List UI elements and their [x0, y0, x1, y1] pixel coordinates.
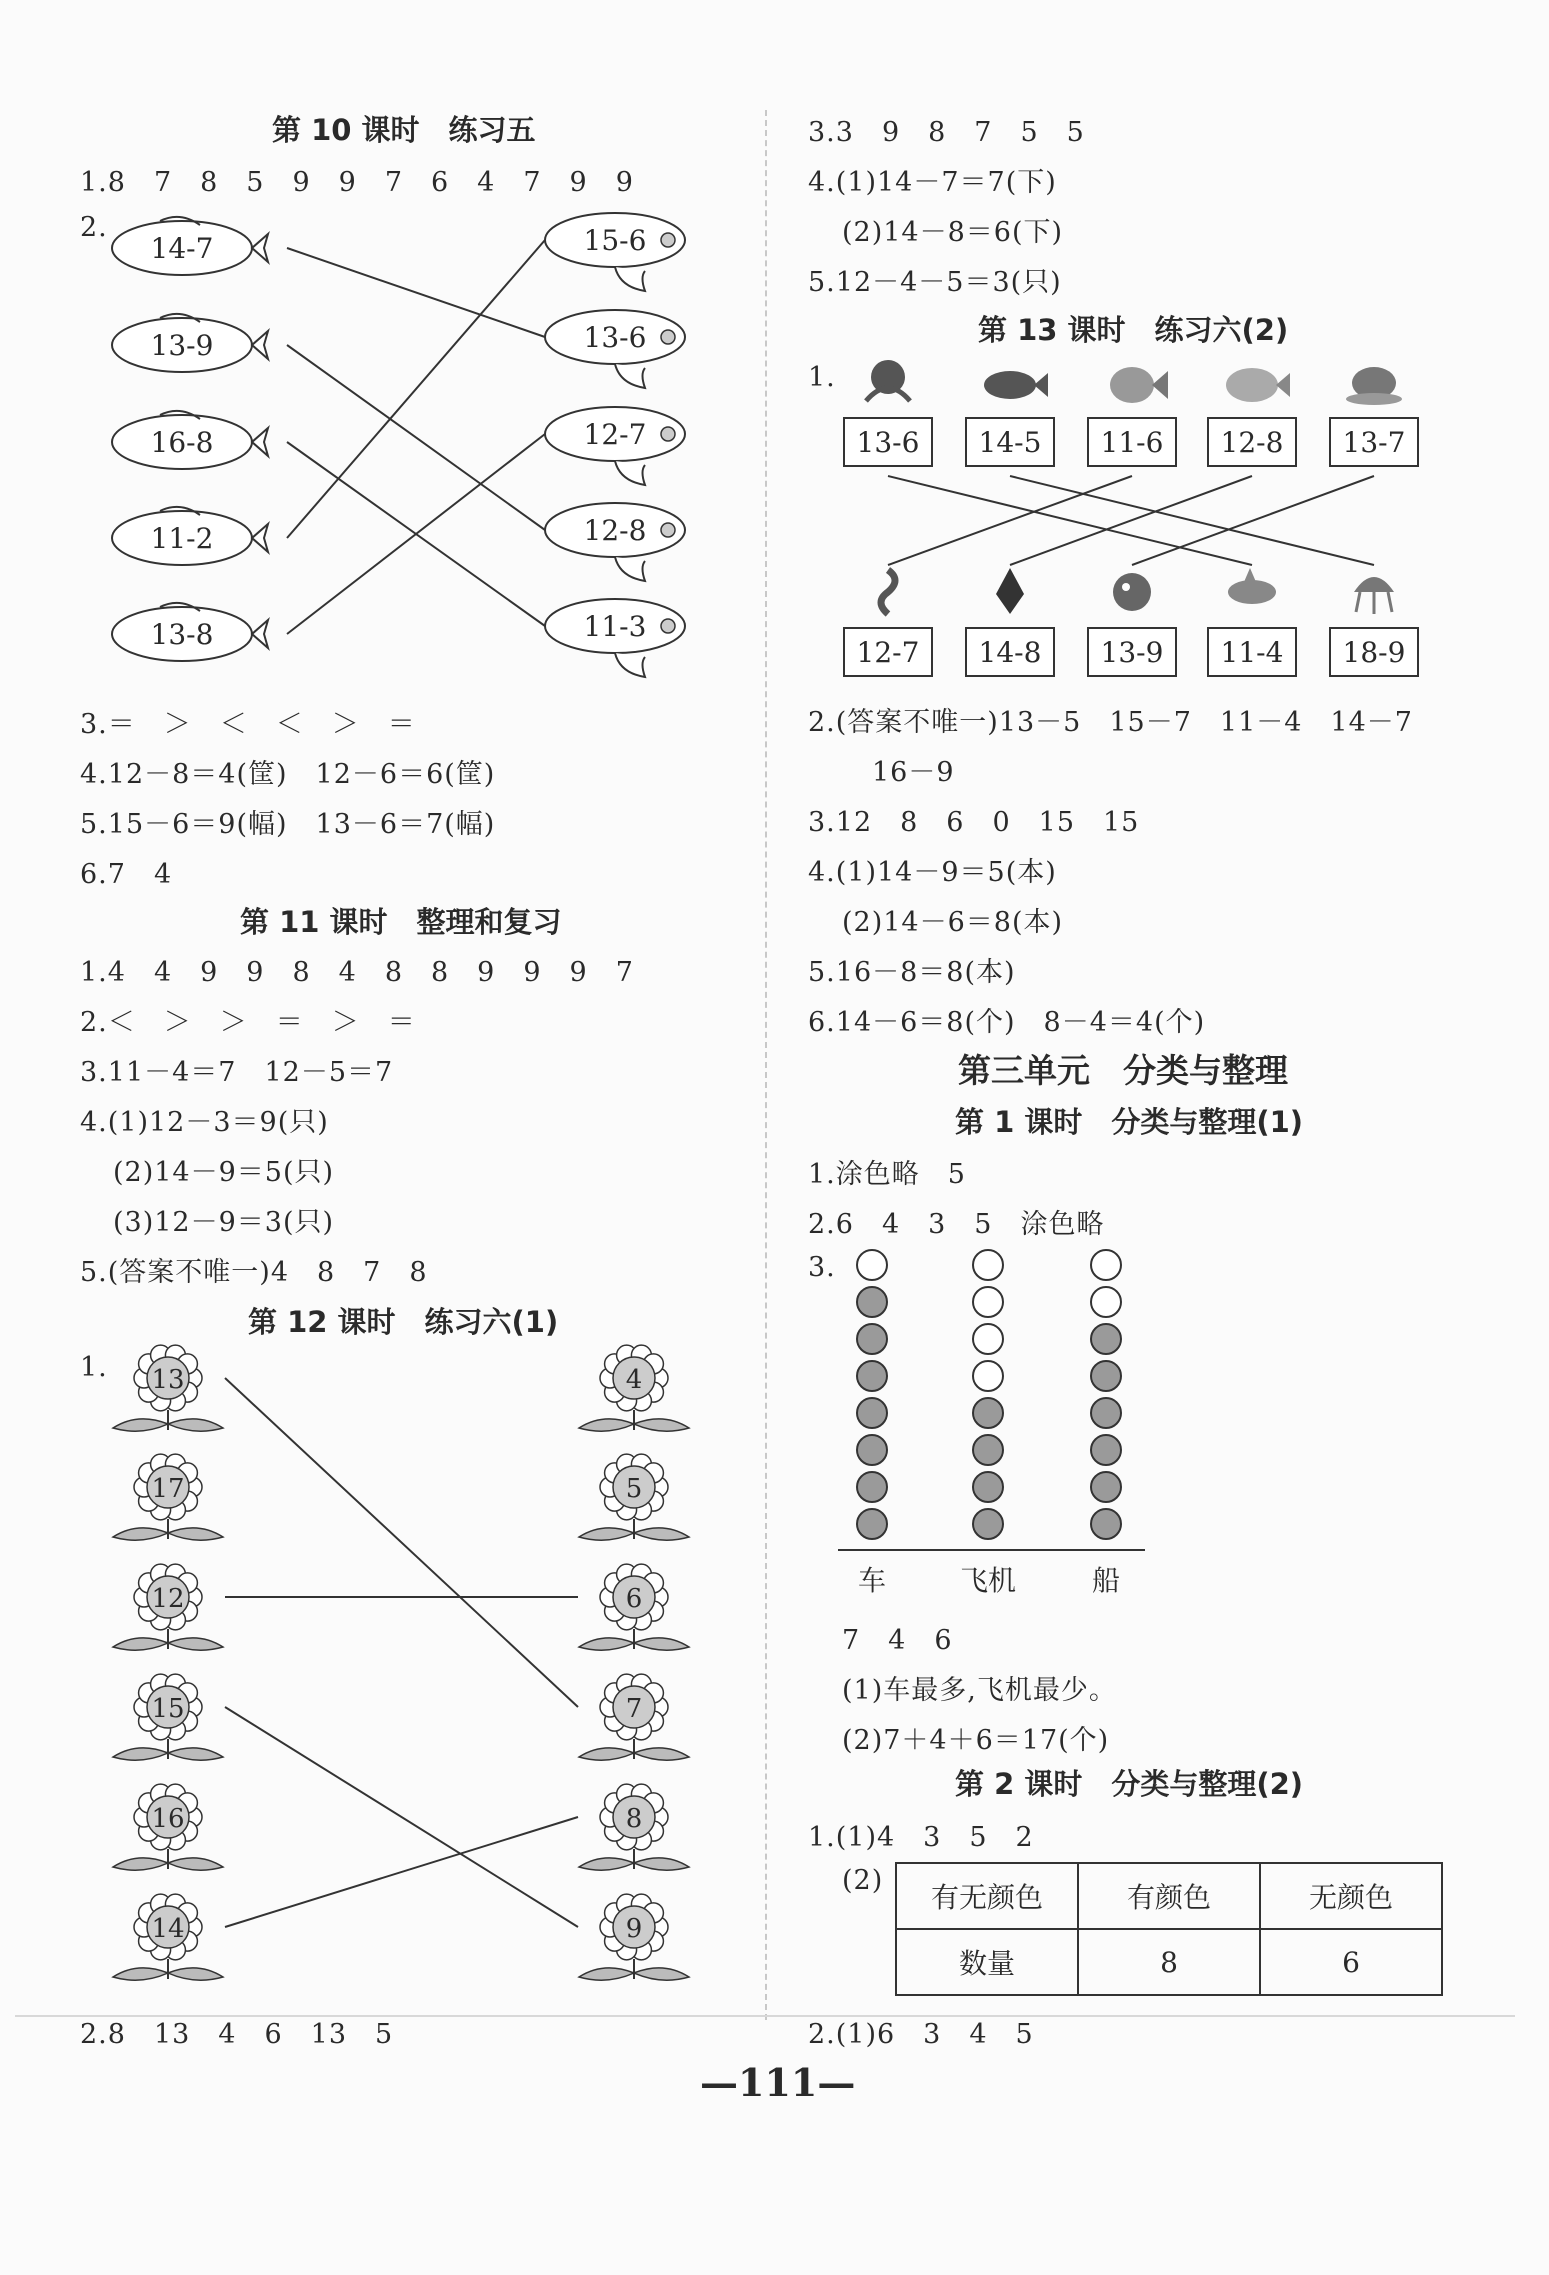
flower-right-label: 4	[625, 1365, 643, 1395]
s11-answer-2: 2.＜ ＞ ＞ ＝ ＞ ＝	[80, 1007, 416, 1038]
fish-right-label: 12-7	[583, 418, 647, 451]
top-answer-box-label: 13-7	[1342, 426, 1406, 459]
sea-animal-icon	[984, 371, 1036, 399]
fish-left-tail	[252, 620, 268, 648]
flower-right-leaf	[634, 1419, 689, 1431]
top-answer-box-label: 13-6	[856, 426, 920, 459]
flower-match-line	[225, 1707, 578, 1927]
s10-answer-5: 5.15－6＝9(幅) 13－6＝7(幅)	[80, 809, 496, 840]
chart-circle	[973, 1435, 1003, 1465]
flower-match-line	[225, 1378, 578, 1707]
chart-circle	[1091, 1398, 1121, 1428]
section-13-title: 第 13 课时 练习六(2)	[978, 313, 1289, 347]
flower-left-leaf	[113, 1858, 168, 1870]
s13-answer-4a: 4.(1)14－9＝5(本)	[808, 857, 1057, 888]
sea-animal-icon	[1122, 583, 1130, 591]
chart-circle	[857, 1324, 887, 1354]
fish-right-label: 11-3	[583, 610, 647, 643]
s10-answer-3: 3.＝ ＞ ＜ ＜ ＞ ＝	[80, 709, 416, 740]
r-answer-5: 5.12－4－5＝3(只)	[808, 267, 1062, 298]
flower-right-leaf	[579, 1968, 634, 1980]
flower-left-label: 14	[151, 1914, 185, 1944]
top-answer-box-label: 14-5	[978, 426, 1042, 459]
fish-match-line	[287, 434, 545, 634]
s10-answer-2-label: 2.	[80, 212, 108, 243]
table-header-cell: 有无颜色	[896, 1863, 1078, 1929]
u1-answer-3-label: 3.	[808, 1252, 836, 1283]
u1-answer-3a: (1)车最多,飞机最少。	[842, 1675, 1117, 1706]
chart-circle	[973, 1287, 1003, 1317]
unit-3-lesson-1-title: 第 1 课时 分类与整理(1)	[955, 1105, 1304, 1139]
chart-circle	[1091, 1435, 1121, 1465]
fish-right-eye	[661, 427, 675, 441]
sea-animal-icon	[1356, 592, 1392, 614]
fish-right-eye	[661, 523, 675, 537]
chart-circle	[857, 1435, 887, 1465]
sea-animal-icon	[1110, 367, 1154, 403]
fish-left-label: 11-2	[150, 522, 214, 555]
chart-circle	[1091, 1287, 1121, 1317]
flower-left-leaf	[113, 1528, 168, 1540]
fish-right-tail	[615, 267, 645, 291]
s10-answer-6: 6.7 4	[80, 859, 173, 890]
top-answer-box-label: 11-6	[1100, 426, 1164, 459]
flower-left-label: 13	[151, 1365, 185, 1395]
flower-left-leaf	[113, 1638, 168, 1650]
flower-right-leaf	[579, 1419, 634, 1431]
s12-answer-1-label: 1.	[80, 1352, 108, 1383]
chart-circle	[857, 1361, 887, 1391]
u2-answer-1: 1.(1)4 3 5 2	[808, 1822, 1034, 1853]
fish-right-tail	[615, 461, 645, 485]
sea-animal-icon	[1152, 371, 1168, 399]
fish-match-line	[287, 240, 545, 538]
flower-right-leaf	[579, 1528, 634, 1540]
table-cell: 数量	[896, 1929, 1078, 1995]
chart-category-label: 船	[1091, 1564, 1121, 1597]
bottom-answer-box-label: 14-8	[978, 636, 1042, 669]
fish-left-tail	[252, 331, 268, 359]
flower-right-leaf	[634, 1638, 689, 1650]
chart-counts: 7 4 6	[842, 1625, 953, 1656]
chart-circle	[857, 1250, 887, 1280]
flower-left-leaf	[113, 1748, 168, 1760]
fish-match-line	[287, 248, 545, 337]
box-match-line	[1010, 476, 1252, 565]
s11-answer-3: 3.11－4＝7 12－5＝7	[80, 1057, 394, 1088]
s11-answer-4c: (3)12－9＝3(只)	[113, 1207, 335, 1238]
flower-right-leaf	[634, 1748, 689, 1760]
chart-circle	[857, 1472, 887, 1502]
flower-right-leaf	[579, 1858, 634, 1870]
flower-left-leaf	[168, 1748, 223, 1760]
sea-animal-icon	[996, 568, 1024, 614]
fish-left-label: 13-8	[150, 618, 214, 651]
sea-animal-icon	[1244, 568, 1256, 582]
flower-left-leaf	[113, 1968, 168, 1980]
s13-answer-2a: 2.(答案不唯一)13－5 15－7 11－4 14－7	[808, 707, 1413, 738]
chart-circle	[1091, 1509, 1121, 1539]
flower-left-leaf	[168, 1858, 223, 1870]
r-answer-4b: (2)14－8＝6(下)	[842, 217, 1064, 248]
table-cell: 8	[1078, 1929, 1260, 1995]
fish-right-eye	[661, 233, 675, 247]
flower-right-label: 9	[625, 1914, 643, 1944]
flower-left-leaf	[168, 1638, 223, 1650]
chart-circle	[857, 1287, 887, 1317]
bottom-answer-box-label: 11-4	[1220, 636, 1284, 669]
page-number: —111—	[700, 2060, 856, 2105]
flower-right-leaf	[579, 1638, 634, 1650]
table-header-cell: 无颜色	[1260, 1863, 1442, 1929]
flower-left-leaf	[113, 1419, 168, 1431]
chart-category-label: 车	[857, 1564, 887, 1597]
s13-answer-5: 5.16－8＝8(本)	[808, 957, 1016, 988]
chart-circle	[1091, 1250, 1121, 1280]
box-match-line	[1010, 476, 1374, 565]
chart-circle	[1091, 1324, 1121, 1354]
r-answer-3: 3.3 9 8 7 5 5	[808, 117, 1085, 148]
sea-animal-icon	[1226, 368, 1278, 402]
fish-right-tail	[615, 557, 645, 581]
u1-answer-3b: (2)7＋4＋6＝17(个)	[842, 1725, 1110, 1756]
sea-animal-icon	[881, 570, 895, 614]
s11-answer-1: 1.4 4 9 9 8 4 8 8 9 9 9 7	[80, 957, 634, 988]
u1-answer-2: 2.6 4 3 5 涂色略	[808, 1209, 1105, 1240]
fish-right-tail	[615, 364, 645, 388]
s13-answer-1-label: 1.	[808, 362, 836, 393]
flower-right-label: 6	[625, 1584, 643, 1614]
table-header-cell: 有颜色	[1078, 1863, 1260, 1929]
fish-left-tail	[252, 428, 268, 456]
top-answer-box-label: 12-8	[1220, 426, 1284, 459]
chart-circle	[857, 1398, 887, 1428]
s13-answer-3: 3.12 8 6 0 15 15	[808, 807, 1140, 838]
bottom-answer-box-label: 18-9	[1342, 636, 1406, 669]
chart-circle	[973, 1509, 1003, 1539]
sea-animal-icon	[1346, 393, 1402, 405]
flower-left-label: 17	[151, 1474, 185, 1504]
color-count-table	[895, 1862, 1443, 1996]
table-cell: 6	[1260, 1929, 1442, 1995]
u2-answer-2: 2.(1)6 3 4 5	[808, 2019, 1034, 2050]
chart-category-label: 飞机	[959, 1564, 1017, 1597]
sea-animal-icon	[1228, 580, 1276, 604]
section-10-title: 第 10 课时 练习五	[272, 113, 536, 147]
chart-circle	[973, 1472, 1003, 1502]
s13-answer-6: 6.14－6＝8(个) 8－4＝4(个)	[808, 1007, 1206, 1038]
box-match-line	[888, 476, 1132, 565]
flower-right-leaf	[634, 1858, 689, 1870]
section-11-title: 第 11 课时 整理和复习	[240, 905, 562, 939]
chart-circle	[973, 1398, 1003, 1428]
fish-left-label: 13-9	[150, 329, 214, 362]
sea-animal-icon	[1113, 573, 1151, 611]
s10-answer-4: 4.12－8＝4(筐) 12－6＝6(筐)	[80, 759, 496, 790]
bottom-answer-box-label: 12-7	[856, 636, 920, 669]
s11-answer-5: 5.(答案不唯一)4 8 7 8	[80, 1257, 428, 1288]
fish-left-tail	[252, 524, 268, 552]
fish-left-label: 14-7	[150, 232, 214, 265]
flower-left-label: 12	[151, 1584, 185, 1614]
chart-circle	[857, 1509, 887, 1539]
flower-match-line	[225, 1817, 578, 1927]
chart-circle	[1091, 1472, 1121, 1502]
u1-answer-1: 1.涂色略 5	[808, 1159, 966, 1190]
fish-right-eye	[661, 619, 675, 633]
s12-answer-2: 2.8 13 4 6 13 5	[80, 2019, 394, 2050]
r-answer-4a: 4.(1)14－7＝7(下)	[808, 167, 1057, 198]
s13-answer-2b: 16－9	[872, 757, 955, 788]
s11-answer-4b: (2)14－9＝5(只)	[113, 1157, 335, 1188]
flower-right-label: 5	[625, 1474, 643, 1504]
u2-answer-1b-label: (2)	[842, 1865, 884, 1896]
flower-left-label: 15	[151, 1694, 185, 1724]
fish-right-label: 12-8	[583, 514, 647, 547]
s10-answer-1: 1.8 7 8 5 9 9 7 6 4 7 9 9	[80, 167, 634, 198]
section-12-title: 第 12 课时 练习六(1)	[248, 1305, 559, 1339]
fish-right-tail	[615, 653, 645, 677]
s11-answer-4a: 4.(1)12－3＝9(只)	[80, 1107, 329, 1138]
flower-left-leaf	[168, 1968, 223, 1980]
fish-right-eye	[661, 330, 675, 344]
flower-left-leaf	[168, 1419, 223, 1431]
flower-left-label: 16	[151, 1804, 185, 1834]
sea-animal-icon	[1354, 577, 1394, 592]
s13-answer-4b: (2)14－6＝8(本)	[842, 907, 1064, 938]
fish-right-label: 15-6	[583, 224, 647, 257]
flower-right-leaf	[634, 1968, 689, 1980]
flower-right-leaf	[634, 1528, 689, 1540]
fish-match-line	[287, 345, 545, 530]
unit-3-lesson-2-title: 第 2 课时 分类与整理(2)	[955, 1767, 1304, 1801]
chart-circle	[973, 1250, 1003, 1280]
unit-3-title: 第三单元 分类与整理	[958, 1051, 1288, 1090]
fish-left-label: 16-8	[150, 426, 214, 459]
flower-right-leaf	[579, 1748, 634, 1760]
box-match-line	[888, 476, 1252, 565]
sea-animal-icon	[1276, 373, 1290, 397]
chart-circle	[1091, 1361, 1121, 1391]
chart-circle	[973, 1361, 1003, 1391]
box-match-line	[1132, 476, 1374, 565]
flower-left-leaf	[168, 1528, 223, 1540]
flower-right-label: 7	[625, 1694, 643, 1724]
flower-right-label: 8	[625, 1804, 643, 1834]
fish-left-tail	[252, 234, 268, 262]
sea-animal-icon	[1034, 373, 1048, 397]
fish-right-label: 13-6	[583, 321, 647, 354]
chart-circle	[973, 1324, 1003, 1354]
sea-animal-icon	[866, 388, 910, 401]
bottom-answer-box-label: 13-9	[1100, 636, 1164, 669]
